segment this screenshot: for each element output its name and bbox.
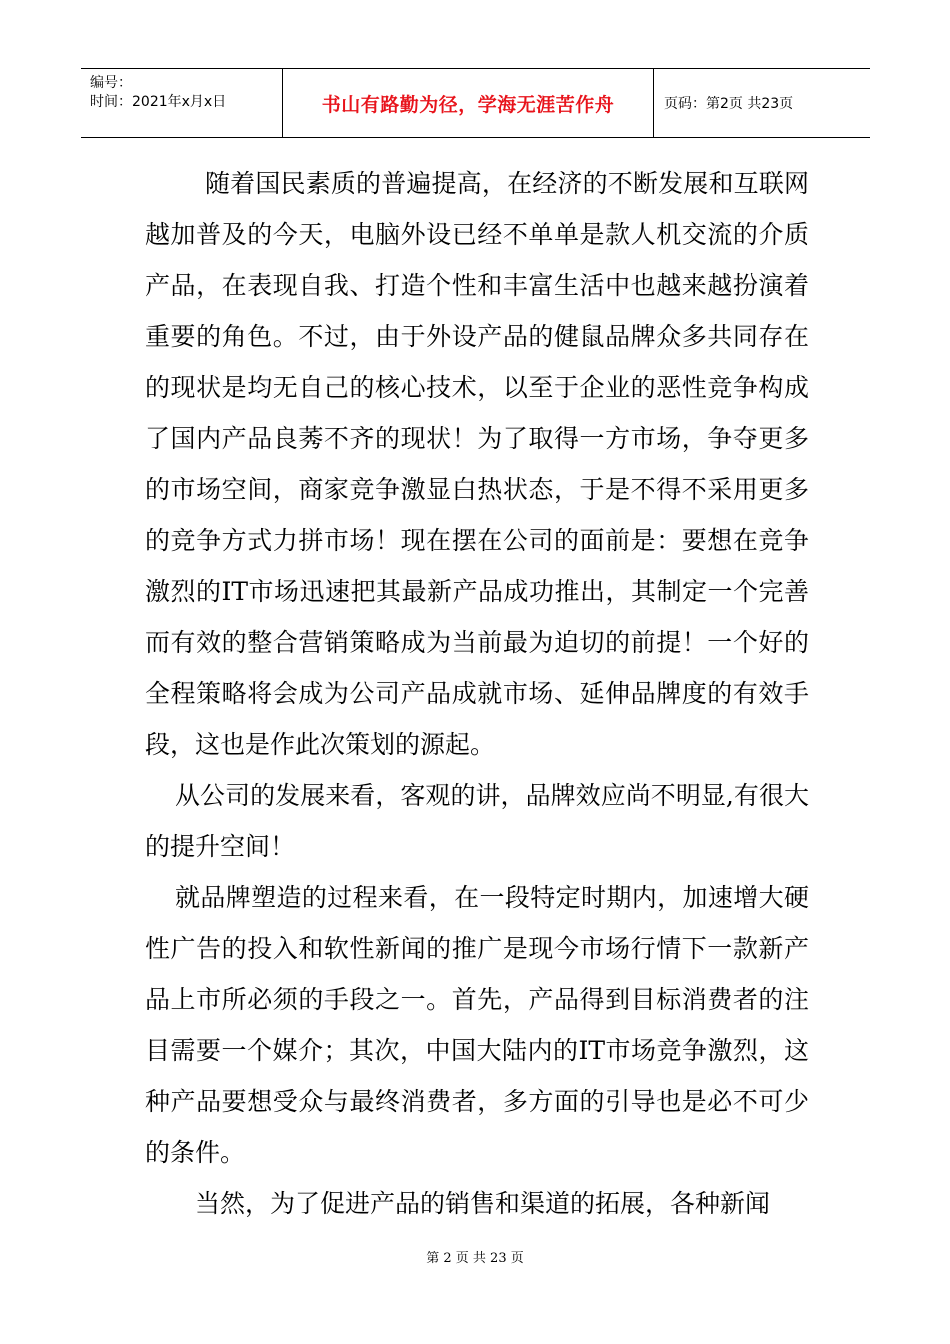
header-motto-cell [283,69,654,137]
date-label: 时间：2021年x月x日 [90,94,227,110]
header-page-info: 页码：第2页 共23页 [664,96,794,112]
paragraph: 就品牌塑造的过程来看，在一段特定时期内，加速增大硬性广告的投入和软性新闻的推广是现今市场行情下一款新产品上市所必须的手段之一。首先，产品得到目标消费者的注目需要一个媒介；其次，中国大陆内的IT市场竞争激烈，这种产品要想受众与最终消费者，多方面的引导也是必不可少的条件。 [145,883,809,1167]
page-footer: 第 2 页 共 23 页 [426,1251,524,1266]
motto-text: 书山有路勤为径，学海无涯苦作舟 [321,93,615,116]
header-page-cell [654,69,870,137]
paragraph: 随着国民素质的普遍提高，在经济的不断发展和互联网越加普及的今天，电脑外设已经不单单是款人机交流的介质产品，在表现自我、打造个性和丰富生活中也越来越扮演着重要的角色。不过，由于外设产品的健鼠品牌众多共同存在的现状是均无自己的核心技术，以至于企业的恶性竞争构成了国内产品良莠不齐的现状！为了取得一方市场，争夺更多的市场空间，商家竞争激显白热状态，于是不得不采用更多的竞争方式力拼市场！现在摆在公司的面前是：要想在竞争激烈的IT市场迅速把其最新产品成功推出，其制定一个完善而有效的整合营销策略成为当前最为迫切的前提！一个好的全程策略将会成为公司产品成就市场、延伸品牌度的有效手段，这也是作此次策划的源起。 [145,169,809,759]
paragraph: 当然，为了促进产品的销售和渠道的拓展，各种新闻 [195,1189,771,1218]
header-meta-cell [81,69,283,137]
serial-number-label: 编号： [90,75,132,91]
paragraph: 从公司的发展来看，客观的讲，品牌效应尚不明显,有很大的提升空间！ [145,781,809,861]
document-body [145,158,809,1229]
document-header [81,68,870,138]
